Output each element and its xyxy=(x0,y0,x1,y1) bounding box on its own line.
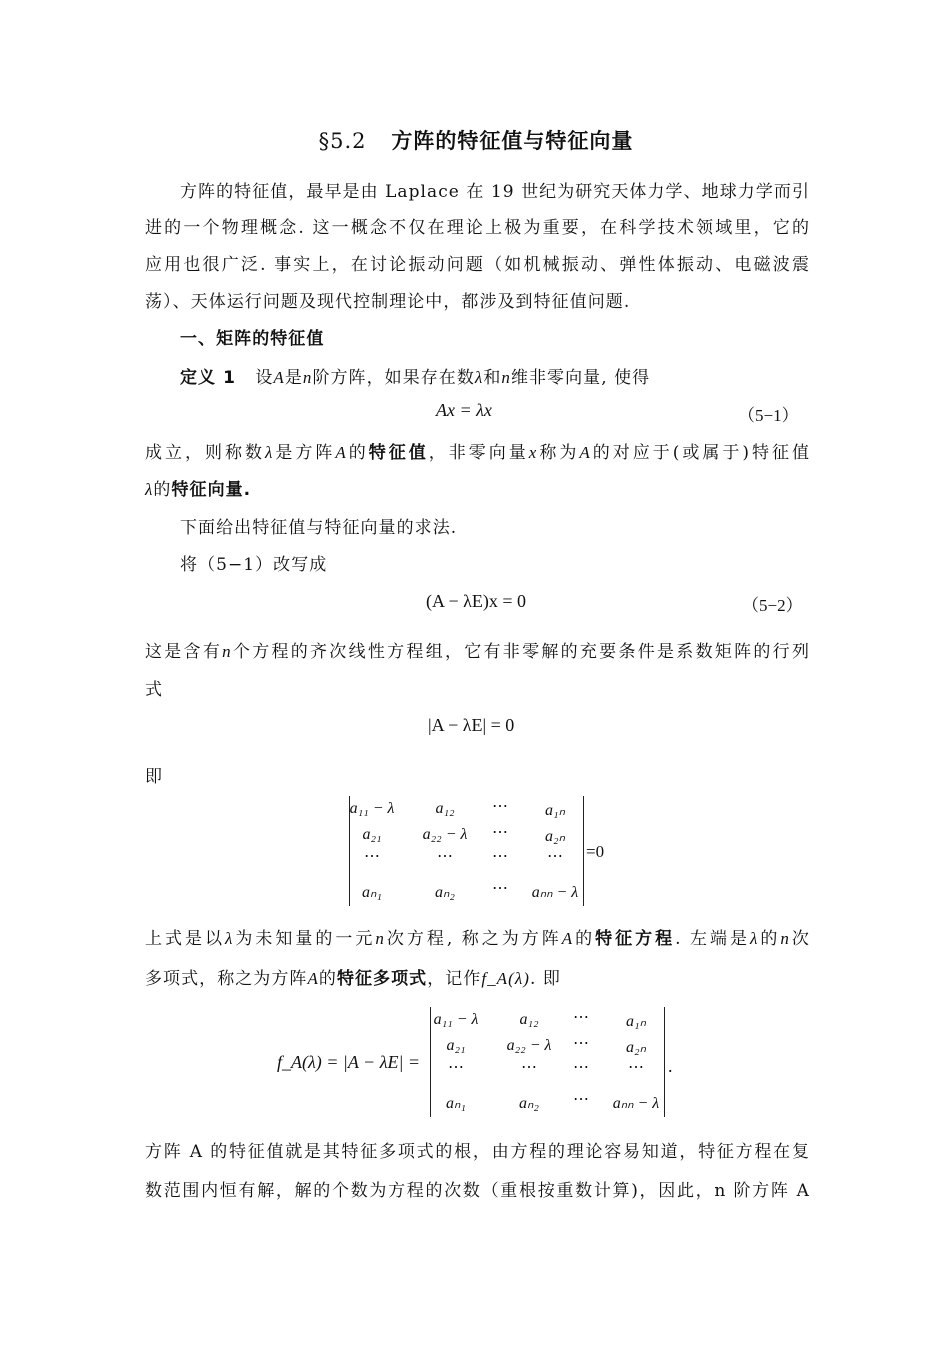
equation-number-5-2: （5−2） xyxy=(742,596,803,615)
title-text: 方阵的特征值与特征向量 xyxy=(391,129,634,153)
definition-cont-line-1: 成立，则称数λ是方阵A的特征值，非零向量x称为A的对应于(或属于)特征值 xyxy=(145,443,811,463)
definition-label: 定义 1 xyxy=(180,368,236,388)
matrix-cell: ⋯ xyxy=(492,798,508,815)
ji-label: 即 xyxy=(145,767,164,787)
section-heading: 一、矩阵的特征值 xyxy=(180,329,325,349)
matrix-cell: aₙ₁ xyxy=(362,884,382,901)
intro-line-3: 应用也很广泛. 事实上，在讨论振动问题（如机械振动、弹性体振动、电磁波震 xyxy=(145,255,810,275)
matrix-cell: ⋯ xyxy=(437,848,453,865)
determinant-equation: |A − λE| = 0 xyxy=(428,715,515,735)
determinant-matrix-1 xyxy=(349,796,584,906)
matrix-cell: a₂₂ − λ xyxy=(422,826,468,843)
matrix-cell: ⋯ xyxy=(492,880,508,897)
matrix-cell: a₁₁ − λ xyxy=(349,800,395,817)
method-line: 下面给出特征值与特征向量的求法. xyxy=(180,518,458,538)
equation-5-2: (A − λE)x = 0 xyxy=(426,591,527,611)
matrix-cell: aₙₙ − λ xyxy=(531,884,579,901)
intro-line-4: 荡）、天体运行问题及现代控制理论中，都涉及到特征值问题. xyxy=(145,292,631,312)
rewrite-line: 将（5−1）改写成 xyxy=(180,555,328,575)
matrix-cell: a₁₂ xyxy=(519,1011,539,1028)
definition-1: 定义 1 设A是n阶方阵，如果存在数λ和n维非零向量, 使得 xyxy=(180,368,651,388)
matrix-cell: a₂₁ xyxy=(446,1037,466,1054)
matrix-cell: a₂₂ − λ xyxy=(506,1037,552,1054)
matrix-cell: ⋯ xyxy=(573,1059,589,1076)
matrix-cell: aₙ₂ xyxy=(519,1095,539,1112)
matrix-cell: aₙ₁ xyxy=(446,1095,466,1112)
matrix-cell: a₁ₙ xyxy=(545,802,565,819)
ending-line-1: 方阵 A 的特征值就是其特征多项式的根，由方程的理论容易知道，特征方程在复 xyxy=(145,1142,810,1162)
section-number: §5.2 xyxy=(318,129,367,153)
matrix-cell: ⋯ xyxy=(573,1091,589,1108)
matrix-cell: ⋯ xyxy=(573,1009,589,1026)
matrix-cell: aₙₙ − λ xyxy=(612,1095,660,1112)
matrix-cell: a₂ₙ xyxy=(626,1039,646,1056)
matrix-cell: aₙ₂ xyxy=(435,884,455,901)
matrix-cell: ⋯ xyxy=(547,848,563,865)
equation-number-5-1: （5−1） xyxy=(738,406,799,425)
char-eq-line-1: 上式是以λ为未知量的一元n次方程, 称之为方阵A的特征方程. 左端是λ的n次 xyxy=(145,929,810,949)
matrix-cell: a₁₁ − λ xyxy=(433,1011,479,1028)
matrix-cell: ⋯ xyxy=(521,1059,537,1076)
matrix-cell: a₁ₙ xyxy=(626,1013,646,1030)
equation-5-1: Ax = λx xyxy=(436,400,492,420)
matrix-cell: ⋯ xyxy=(448,1059,464,1076)
ending-line-2: 数范围内恒有解，解的个数为方程的次数（重根按重数计算)，因此，n 阶方阵 A xyxy=(145,1181,810,1201)
determinant-matrix-2 xyxy=(430,1007,665,1117)
matrix-cell: ⋯ xyxy=(573,1035,589,1052)
char-eq-line-2: 多项式，称之为方阵A的特征多项式，记作f_A(λ). 即 xyxy=(145,969,561,989)
definition-cont-line-2: λ的特征向量. xyxy=(145,480,252,500)
matrix-rhs: =0 xyxy=(586,842,605,861)
matrix-cell: a₂₁ xyxy=(362,826,382,843)
char-polynomial-lhs: f_A(λ) = |A − λE| = xyxy=(277,1052,421,1072)
intro-line-1: 方阵的特征值，最早是由 Laplace 在 19 世纪为研究天体力学、地球力学而引 xyxy=(180,182,810,202)
equation-period: . xyxy=(668,1056,673,1076)
homogeneous-line-1: 这是含有n个方程的齐次线性方程组，它有非零解的充要条件是系数矩阵的行列 xyxy=(145,642,811,662)
matrix-cell: ⋯ xyxy=(492,848,508,865)
matrix-cell: ⋯ xyxy=(492,824,508,841)
intro-line-2: 进的一个物理概念. 这一概念不仅在理论上极为重要，在科学技术领域里，它的 xyxy=(145,218,810,238)
matrix-cell: ⋯ xyxy=(364,848,380,865)
homogeneous-line-2: 式 xyxy=(145,680,164,700)
matrix-cell: ⋯ xyxy=(628,1059,644,1076)
matrix-cell: a₂ₙ xyxy=(545,828,565,845)
page-title xyxy=(0,125,952,155)
matrix-cell: a₁₂ xyxy=(435,800,455,817)
